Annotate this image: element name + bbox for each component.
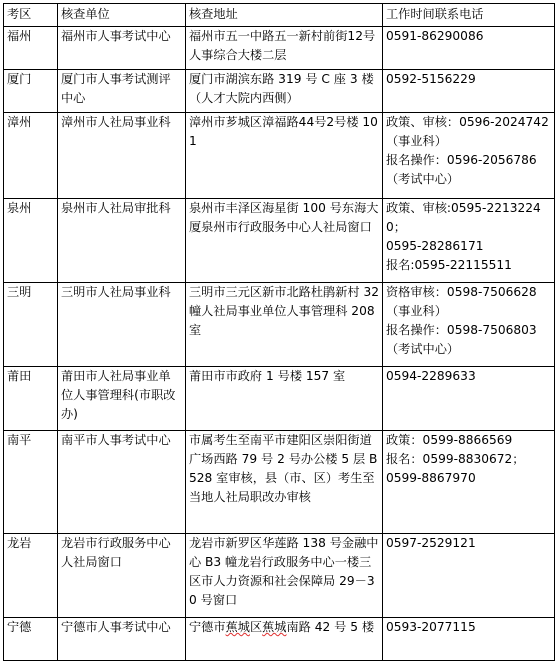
area-cell: 泉州 bbox=[4, 199, 58, 283]
address-cell: 龙岩市新罗区华莲路 138 号金融中心 B3 幢龙岩行政服务中心一楼三区市人力资源和社会保障局 29－30 号窗口 bbox=[186, 534, 383, 618]
area-cell: 三明 bbox=[4, 283, 58, 367]
phone-cell bbox=[383, 367, 555, 431]
table-row bbox=[4, 113, 555, 199]
header-phone: 工作时间联系电话 bbox=[383, 4, 555, 27]
phone-cell bbox=[383, 70, 555, 113]
unit-cell: 莆田市人社局事业单位人事管理科(市职改办) bbox=[58, 367, 186, 431]
phone-line: 报名：0599-8830672； bbox=[386, 452, 525, 466]
area-cell: 漳州 bbox=[4, 113, 58, 199]
table-row bbox=[4, 367, 555, 431]
phone-line: 政策、审核:0595-22132240； bbox=[386, 201, 541, 234]
phone-line: 报名:0595-22115511 bbox=[386, 258, 512, 272]
spellcheck-flagged-text: 蕉城 bbox=[225, 620, 250, 634]
phone-line: 0591-86290086 bbox=[386, 29, 484, 43]
phone-line: 政策：0599-8866569 bbox=[386, 433, 513, 447]
phone-line: 0599-8867970 bbox=[386, 471, 476, 485]
address-cell: 福州市五一中路五一新村前街12号人事综合大楼二层 bbox=[186, 27, 383, 70]
phone-cell bbox=[383, 283, 555, 367]
address-cell: 厦门市湖滨东路 319 号 C 座 3 楼（人才大院内西侧） bbox=[186, 70, 383, 113]
address-cell: 市属考生至南平市建阳区崇阳街道广场西路 79 号 2 号办公楼 5 层 B528 室审核，县（市、区）考生至当地人社局职改办审核 bbox=[186, 431, 383, 534]
phone-line: （事业科） bbox=[386, 134, 447, 148]
phone-line: 报名操作：0598-7506803 bbox=[386, 323, 537, 337]
phone-line: （事业科） bbox=[386, 304, 447, 318]
address-part: 南路 42 号 5 楼 bbox=[286, 620, 375, 634]
header-area: 考区 bbox=[4, 4, 58, 27]
area-cell: 福州 bbox=[4, 27, 58, 70]
area-cell: 莆田 bbox=[4, 367, 58, 431]
spellcheck-flagged-text: 蕉城 bbox=[262, 620, 287, 634]
phone-cell bbox=[383, 199, 555, 283]
area-cell: 龙岩 bbox=[4, 534, 58, 618]
table-row bbox=[4, 618, 555, 661]
phone-line: 0595-28286171 bbox=[386, 239, 484, 253]
table-header-row bbox=[4, 4, 555, 27]
unit-cell: 厦门市人事考试测评中心 bbox=[58, 70, 186, 113]
phone-line: （考试中心） bbox=[386, 342, 460, 356]
address-cell: 漳州市芗城区漳福路44号2号楼 101 bbox=[186, 113, 383, 199]
address-cell: 泉州市丰泽区海星街 100 号东海大厦泉州市行政服务中心人社局窗口 bbox=[186, 199, 383, 283]
unit-cell: 漳州市人社局事业科 bbox=[58, 113, 186, 199]
unit-cell: 龙岩市行政服务中心人社局窗口 bbox=[58, 534, 186, 618]
address-cell: 三明市三元区新市北路杜鹃新村 32 幢人社局事业单位人事管理科 208 室 bbox=[186, 283, 383, 367]
table-row bbox=[4, 70, 555, 113]
phone-line: （考试中心） bbox=[386, 172, 460, 186]
unit-cell: 南平市人事考试中心 bbox=[58, 431, 186, 534]
unit-cell: 泉州市人社局审批科 bbox=[58, 199, 186, 283]
header-unit: 核查单位 bbox=[58, 4, 186, 27]
phone-line: 资格审核：0598-7506628 bbox=[386, 285, 537, 299]
table-row bbox=[4, 283, 555, 367]
contact-table bbox=[3, 3, 555, 661]
phone-cell bbox=[383, 113, 555, 199]
unit-cell: 宁德市人事考试中心 bbox=[58, 618, 186, 661]
unit-cell: 福州市人事考试中心 bbox=[58, 27, 186, 70]
phone-line: 0592-5156229 bbox=[386, 72, 476, 86]
phone-cell bbox=[383, 431, 555, 534]
phone-line: 0593-2077115 bbox=[386, 620, 476, 634]
area-cell: 宁德 bbox=[4, 618, 58, 661]
table-row bbox=[4, 199, 555, 283]
table-row bbox=[4, 27, 555, 70]
phone-cell bbox=[383, 534, 555, 618]
header-address: 核查地址 bbox=[186, 4, 383, 27]
area-cell: 南平 bbox=[4, 431, 58, 534]
phone-line: 0594-2289633 bbox=[386, 369, 476, 383]
phone-line: 报名操作：0596-2056786 bbox=[386, 153, 537, 167]
address-cell: 莆田市市政府 1 号楼 157 室 bbox=[186, 367, 383, 431]
table-row bbox=[4, 534, 555, 618]
unit-cell: 三明市人社局事业科 bbox=[58, 283, 186, 367]
table-row bbox=[4, 431, 555, 534]
phone-cell bbox=[383, 618, 555, 661]
address-cell bbox=[186, 618, 383, 661]
phone-cell bbox=[383, 27, 555, 70]
area-cell: 厦门 bbox=[4, 70, 58, 113]
phone-line: 0597-2529121 bbox=[386, 536, 476, 550]
address-part: 区 bbox=[249, 620, 263, 634]
address-part: 宁德市 bbox=[189, 620, 226, 634]
phone-line: 政策、审核：0596-2024742 bbox=[386, 115, 549, 129]
